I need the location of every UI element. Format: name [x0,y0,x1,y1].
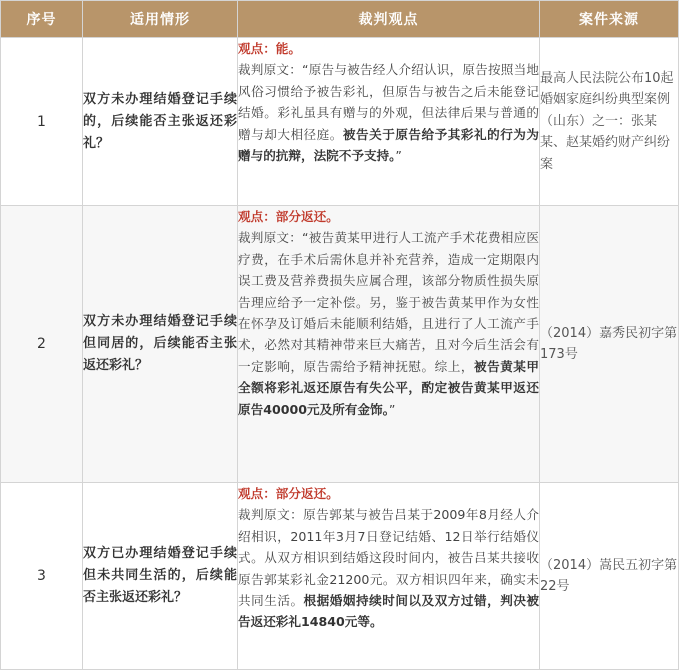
opinion-bold-text: 被告关于原告给予其彩礼的行为为赠与的抗辩，法院不予支持。 [238,126,539,164]
header-no: 序号 [1,1,83,38]
opinion-cell [238,483,540,670]
table-row [1,206,679,483]
situation-cell: 双方未办理结婚登记手续的，后续能否主张返还彩礼？ [83,38,238,206]
source-cell: （2014）嵩民五初字第22号 [540,483,679,670]
header-situation: 适用情形 [83,1,238,38]
view-label: 观点：部分返还。 [238,486,339,501]
header-row [1,1,679,38]
opinion-tail: ” [395,148,402,164]
opinion-cell [238,38,540,206]
source-cell: 最高人民法院公布10起婚姻家庭纠纷典型案例（山东）之一：张某某、赵某婚约财产纠纷案 [540,38,679,206]
opinion-text: 裁判原文：原告郭某与被告吕某于2009年8月经人介绍相识，2011年3月7日登记结婚、12日举行结婚仪式。从双方相识到结婚这段时间内，被告吕某共接收原告郭某彩礼金21200元。双方相识四年来，确实未共同生活。 [238,507,539,609]
header-opinion: 裁判观点 [238,1,540,38]
opinion-cell [238,206,540,483]
row-number: 3 [1,483,83,670]
situation-cell: 双方未办理结婚登记手续但同居的，后续能否主张返还彩礼？ [83,206,238,483]
table-row [1,483,679,670]
header-source: 案件来源 [540,1,679,38]
opinion-text: 裁判原文：“被告黄某甲进行人工流产手术花费相应医疗费，在手术后需休息并补充营养，造成一定期限内误工费及营养费损失应属合理，该部分物质性损失原告理应给予一定补偿。另，鉴于被告黄某甲作为女性在怀孕及订婚后未能顺利结婚，且进行了人工流产手术，必然对其精神带来巨大痛苦，且对今后生活会有一定影响，原告需给予精神抚慰。综上， [238,230,539,374]
view-label: 观点：能。 [238,41,301,56]
source-cell: （2014）嘉秀民初字第173号 [540,206,679,483]
opinion-text: 裁判原文：“原告与被告经人介绍认识，原告按照当地风俗习惯给予被告彩礼，但原告与被告之后未能登记结婚。彩礼虽具有赠与的外观，但法律后果与普通的赠与却大相径庭。 [238,62,539,142]
opinion-bold-text: 根据婚姻持续时间以及双方过错，判决被告返还彩礼14840元等。 [238,593,539,630]
table-row [1,38,679,206]
view-label: 观点：部分返还。 [238,209,339,224]
row-number: 2 [1,206,83,483]
opinion-bold-text: 被告黄某甲全额将彩礼返还原告有失公平，酌定被告黄某甲返还原告40000元及所有金饰。 [238,358,539,417]
situation-cell: 双方已办理结婚登记手续但未共同生活的，后续能否主张返还彩礼？ [83,483,238,670]
opinion-tail: ” [388,401,396,417]
row-number: 1 [1,38,83,206]
